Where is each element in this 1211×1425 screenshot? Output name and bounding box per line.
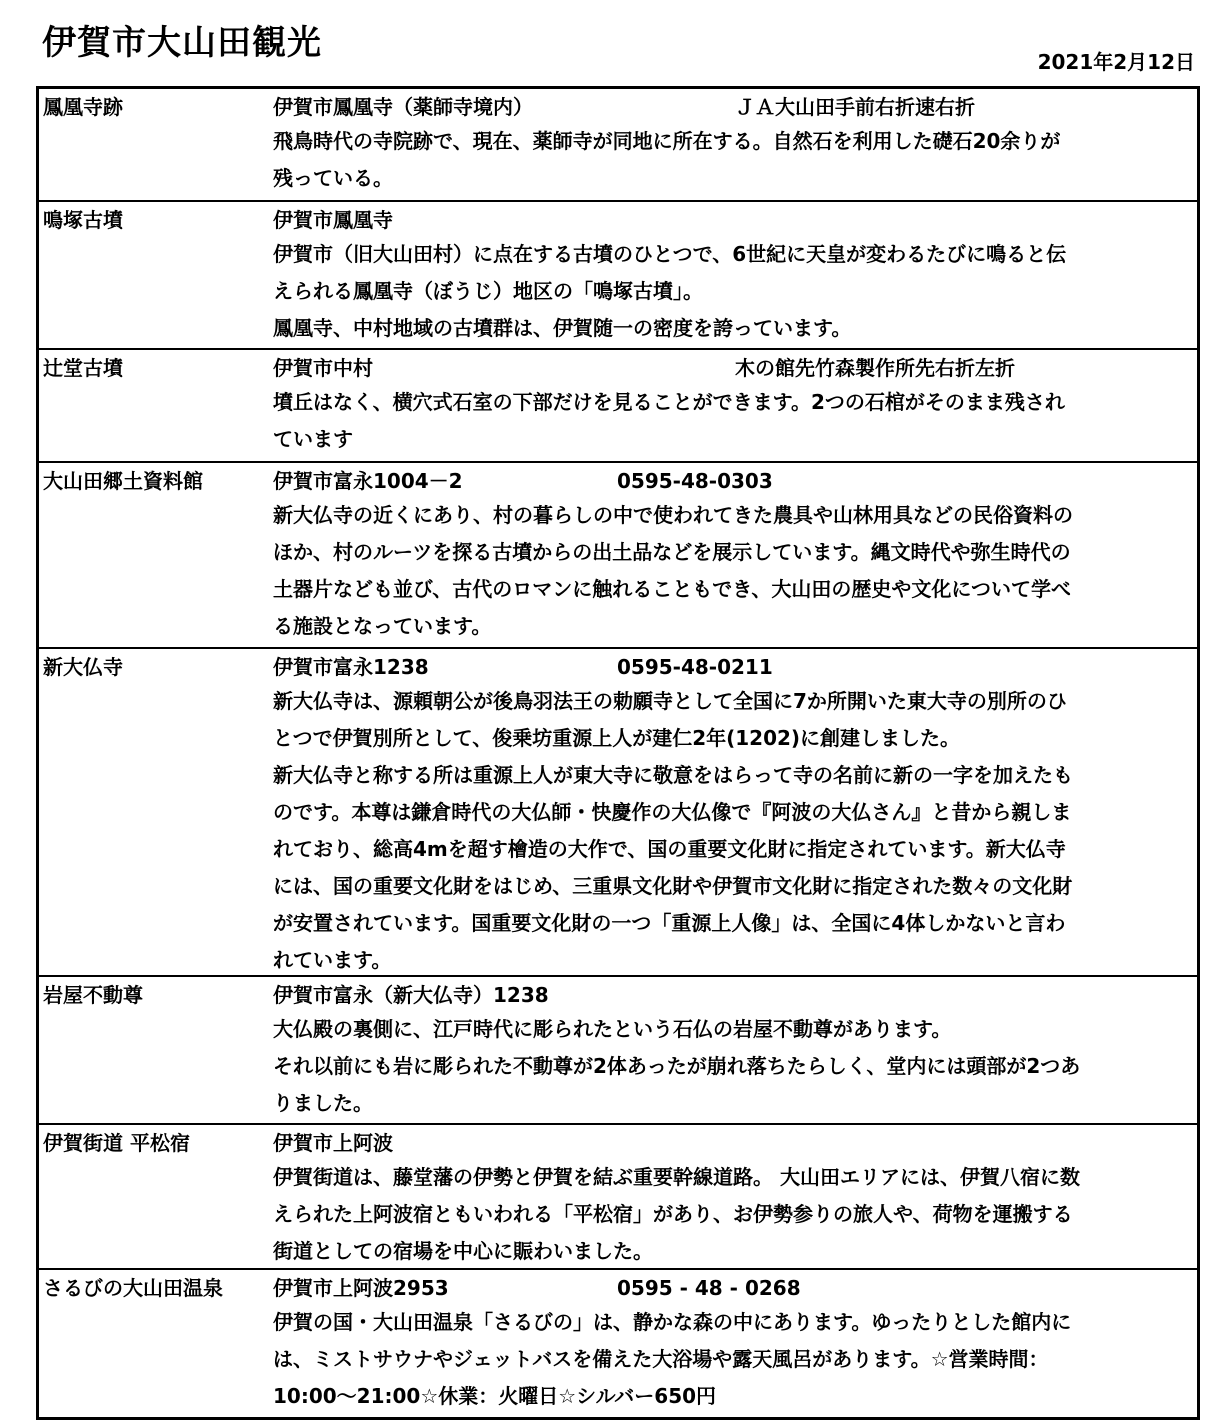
spot-phone: 0595 - 48 - 0268 xyxy=(617,1276,801,1300)
spot-name: 大山田郷土資料館 xyxy=(43,469,203,493)
spot-name: 辻堂古墳 xyxy=(43,356,123,380)
table-row xyxy=(39,461,1197,647)
description-line: それ以前にも岩に彫られた不動尊が2体あったが崩れ落ちたらしく、堂内には頭部が2つあ xyxy=(273,1054,1081,1078)
description-line: れています。 xyxy=(273,948,392,972)
spot-details xyxy=(273,979,1193,1122)
table-row xyxy=(39,348,1197,461)
spot-directions: 木の館先竹森製作所先右折左折 xyxy=(735,356,1015,380)
spot-phone: 0595-48-0303 xyxy=(617,469,773,493)
spot-name: 鳴塚古墳 xyxy=(43,208,123,232)
date-label: 2021年2月12日 xyxy=(1037,50,1195,74)
spot-details xyxy=(273,1127,1193,1268)
spot-name: 鳳凰寺跡 xyxy=(43,95,123,119)
description-line: のです。本尊は鎌倉時代の大仏師・快慶作の大仏像で『阿波の大仏さん』と昔から親しま xyxy=(273,800,1072,824)
spot-address: 伊賀市富永（新大仏寺）1238 xyxy=(273,983,549,1007)
description-line: には、国の重要文化財をはじめ、三重県文化財や伊賀市文化財に指定された数々の文化財 xyxy=(273,874,1073,898)
sightseeing-table xyxy=(36,86,1200,1420)
spot-details xyxy=(273,465,1193,645)
description-line: 10:00～21:00☆休業：火曜日☆シルバー650円 xyxy=(273,1384,717,1408)
description-line: 伊賀市（旧大山田村）に点在する古墳のひとつで、6世紀に天皇が変わるたびに鳴ると伝 xyxy=(273,242,1067,266)
spot-directions: ＪＡ大山田手前右折速右折 xyxy=(735,95,975,119)
spot-name: 伊賀街道 平松宿 xyxy=(43,1131,190,1155)
description-line: 街道としての宿場を中心に賑わいました。 xyxy=(273,1239,653,1263)
description-line: は、ミストサウナやジェットバスを備えた大浴場や露天風呂があります。☆営業時間： xyxy=(273,1347,1049,1371)
description-line: 新大仏寺は、源頼朝公が後鳥羽法王の勅願寺として全国に7か所開いた東大寺の別所のひ xyxy=(273,689,1067,713)
table-row xyxy=(39,89,1197,200)
spot-details xyxy=(273,352,1193,458)
description-line: とつで伊賀別所として、俊乗坊重源上人が建仁2年(1202)に創建しました。 xyxy=(273,726,961,750)
description-line: 新大仏寺の近くにあり、村の暮らしの中で使われてきた農具や山林用具などの民俗資料の xyxy=(273,503,1073,527)
description-line: れており、総高4mを超す檜造の大作で、国の重要文化財に指定されています。新大仏寺 xyxy=(273,837,1066,861)
spot-name: さるびの大山田温泉 xyxy=(43,1276,223,1300)
spot-details xyxy=(273,1272,1193,1415)
spot-address: 伊賀市上阿波 xyxy=(273,1131,393,1155)
description-line: 残っている。 xyxy=(273,166,393,190)
spot-address-line xyxy=(273,204,1193,236)
table-row xyxy=(39,200,1197,348)
table-row xyxy=(39,1123,1197,1268)
table-row xyxy=(39,1268,1197,1417)
description-line: 飛鳥時代の寺院跡で、現在、薬師寺が同地に所在する。自然石を利用した礎石20余りが xyxy=(273,129,1061,153)
spot-address-line xyxy=(273,1127,1193,1159)
table-row xyxy=(39,975,1197,1123)
table-row xyxy=(39,647,1197,975)
description-line: 大仏殿の裏側に、江戸時代に彫られたという石仏の岩屋不動尊があります。 xyxy=(273,1017,952,1041)
spot-address: 伊賀市富永1004－2 xyxy=(273,469,463,493)
spot-details xyxy=(273,91,1193,197)
description-line: 伊賀の国・大山田温泉「さるびの」は、静かな森の中にあります。ゆったりとした館内に xyxy=(273,1310,1072,1334)
spot-address-line xyxy=(273,1272,1193,1304)
description-line: 伊賀街道は、藤堂藩の伊勢と伊賀を結ぶ重要幹線道路。 大山田エリアには、伊賀八宿に数 xyxy=(273,1165,1080,1189)
spot-phone: 0595-48-0211 xyxy=(617,655,773,679)
description-line: 墳丘はなく、横穴式石室の下部だけを見ることができます。2つの石棺がそのまま残され xyxy=(273,390,1065,414)
description-line: ています xyxy=(273,427,353,451)
description-line: えられる鳳凰寺（ぼうじ）地区の「鳴塚古墳」。 xyxy=(273,279,703,303)
description-line: 新大仏寺と称する所は重源上人が東大寺に敬意をはらって寺の名前に新の一字を加えたも xyxy=(273,763,1073,787)
description-line: えられた上阿波宿ともいわれる「平松宿」があり、お伊勢参りの旅人や、荷物を運搬する xyxy=(273,1202,1073,1226)
spot-name: 新大仏寺 xyxy=(43,655,123,679)
description-line: りました。 xyxy=(273,1091,373,1115)
description-line: 鳳凰寺、中村地域の古墳群は、伊賀随一の密度を誇っています。 xyxy=(273,316,852,340)
spot-address-line xyxy=(273,352,1193,384)
spot-address: 伊賀市鳳凰寺（薬師寺境内） xyxy=(273,95,533,119)
spot-address-line xyxy=(273,651,1193,683)
spot-address-line xyxy=(273,91,1193,123)
page-title: 伊賀市大山田観光 xyxy=(42,23,322,63)
spot-address-line xyxy=(273,465,1193,497)
spot-address: 伊賀市上阿波2953 xyxy=(273,1276,449,1300)
description-line: 土器片なども並び、古代のロマンに触れることもでき、大山田の歴史や文化について学べ xyxy=(273,577,1071,601)
spot-address: 伊賀市富永1238 xyxy=(273,655,429,679)
spot-address-line xyxy=(273,979,1193,1011)
description-line: る施設となっています。 xyxy=(273,614,492,638)
description-line: が安置されています。国重要文化財の一つ「重源上人像」は、全国に4体しかないと言わ xyxy=(273,911,1066,935)
spot-name: 岩屋不動尊 xyxy=(43,983,143,1007)
spot-details xyxy=(273,204,1193,347)
spot-address: 伊賀市鳳凰寺 xyxy=(273,208,393,232)
spot-details xyxy=(273,651,1193,975)
spot-address: 伊賀市中村 xyxy=(273,356,373,380)
description-line: ほか、村のルーツを探る古墳からの出土品などを展示しています。縄文時代や弥生時代の xyxy=(273,540,1071,564)
